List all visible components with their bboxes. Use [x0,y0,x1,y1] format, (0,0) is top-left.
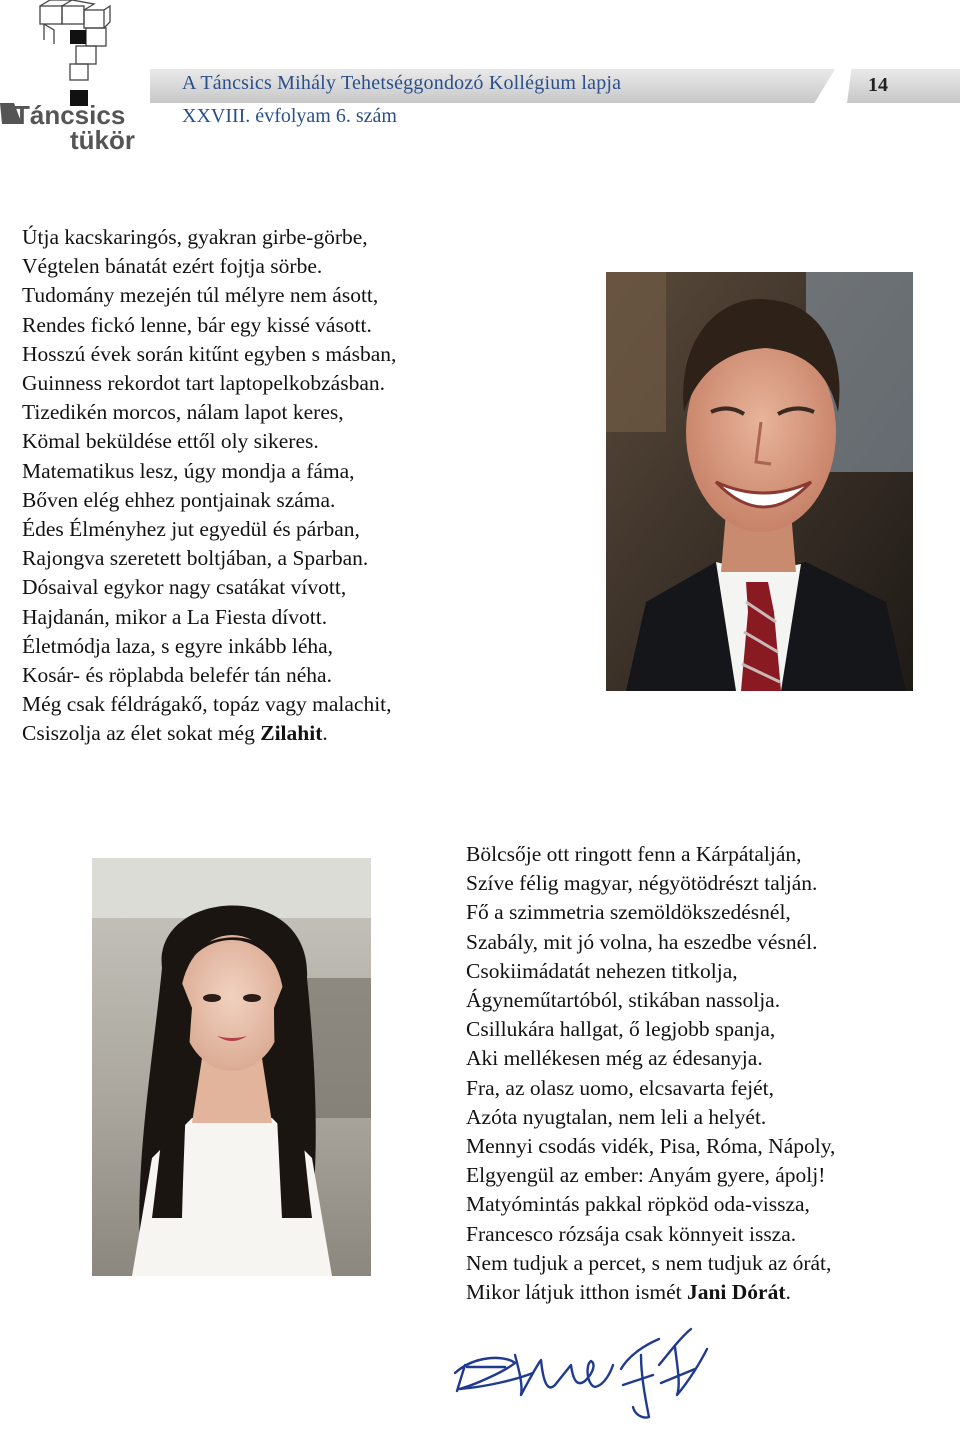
poem-line: Még csak féldrágakő, topáz vagy malachit, [22,692,392,717]
poem-line: Rendes fickó lenne, bár egy kissé vásott. [22,312,372,337]
tancsics-tukor-logo [0,0,150,160]
poem-line: Aki mellékesen még az édesanyja. [466,1046,763,1071]
poem-line-punctuation: . [322,721,328,746]
poem-line: Csokiimádatát nehezen titkolja, [466,958,738,983]
poem-zilahi [22,223,396,749]
poem-last-line [22,719,396,748]
poem-line: Elgyengül az ember: Anyám gyere, ápolj! [466,1163,826,1188]
page-number: 14 [868,74,888,96]
poem-line: Guinness rekordot tart laptopelkobzásban. [22,371,386,396]
poem-line: Kosár- és röplabda belefér tán néha. [22,663,332,688]
poem-last-line [466,1278,835,1307]
poem-line: Fra, az olasz uomo, elcsavarta fejét, [466,1075,775,1100]
poem-line-text: Csiszolja az élet sokat még [22,721,261,746]
poem-line: Kömal beküldése ettől oly sikeres. [22,429,319,454]
poem-line: Francesco rózsája csak könnyeit issza. [466,1221,797,1246]
handwritten-signature [445,1325,715,1425]
poem-line: Dósaival egykor nagy csatákat vívott, [22,575,347,600]
poem-line: Szíve félig magyar, négyötödrészt talján. [466,871,818,896]
portrait-photo-woman [92,858,371,1276]
poem-line: Bőven elég ehhez pontjainak száma. [22,487,336,512]
poem-line: Tudomány mezején túl mélyre nem ásott, [22,283,379,308]
poem-line: Rajongva szeretett boltjában, a Sparban. [22,546,369,571]
logo-text-line1: Táncsics [14,100,126,130]
poem-line: Csillukára hallgat, ő legjobb spanja, [466,1017,776,1042]
poem-line: Hosszú évek során kitűnt egyben s másban, [22,341,397,366]
poem-line: Azóta nyugtalan, nem leli a helyét. [466,1104,767,1129]
poem-line: Szabály, mit jó volna, ha eszedbe vésnél. [466,929,818,954]
poem-line: Végtelen bánatát ezért fojtja sörbe. [22,254,323,279]
poem-line: Ágyneműtartóból, stikában nassolja. [466,988,781,1013]
poem-line: Matematikus lesz, úgy mondja a fáma, [22,458,355,483]
poem-line: Édes Élményhez jut egyedül és párban, [22,517,360,542]
poem-line: Útja kacskaringós, gyakran girbe-görbe, [22,225,368,249]
logo-text-line2: tükör [70,125,135,155]
poem-line: Mennyi csodás vidék, Pisa, Róma, Nápoly, [466,1134,836,1159]
poem-line: Bölcsője ott ringott fenn a Kárpátalján, [466,842,802,866]
poem-line-text: Mikor látjuk itthon ismét [466,1280,687,1305]
dedicated-name: Jani Dórát [686,1280,786,1305]
magazine-title: A Táncsics Mihály Tehetséggondozó Kollégium lapja [182,72,622,94]
poem-line: Tizedikén morcos, nálam lapot keres, [22,400,344,425]
poem-line-punctuation: . [785,1280,791,1305]
portrait-photo-man [606,272,913,691]
poem-jani-dora [466,840,835,1307]
poem-line: Matyómintás pakkal röpköd oda-vissza, [466,1192,810,1217]
issue-number: XXVIII. évfolyam 6. szám [182,105,397,127]
header-banner-right [847,69,960,103]
poem-line: Fő a szimmetria szemöldökszedésnél, [466,900,791,925]
poem-line: Hajdanán, mikor a La Fiesta dívott. [22,604,328,629]
dedicated-name: Zilahit [260,721,323,746]
poem-line: Életmódja laza, s egyre inkább léha, [22,633,334,658]
poem-line: Nem tudjuk a percet, s nem tudjuk az órát, [466,1250,832,1275]
